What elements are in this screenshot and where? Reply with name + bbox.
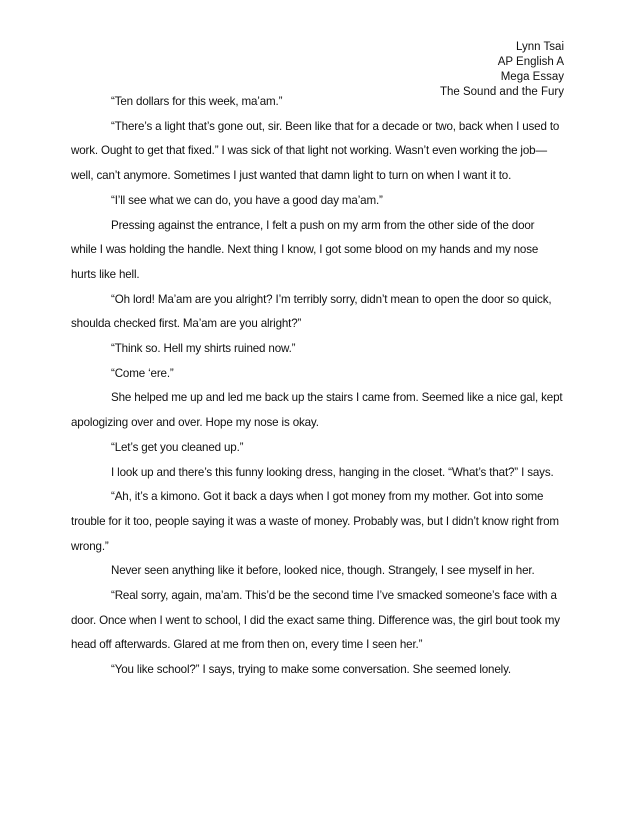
assignment-title: Mega Essay bbox=[500, 71, 564, 83]
essay-body bbox=[71, 90, 563, 683]
paragraph: “Ah, it’s a kimono. Got it back a days when I got money from my mother. Got into some trouble for it too, people saying it was a waste of money. Probably was, but I didn’t know right from wrong.” bbox=[71, 490, 559, 553]
subject-title: The Sound and the Fury bbox=[439, 86, 564, 98]
paragraph: Never seen anything like it before, looked nice, though. Strangely, I see myself in her. bbox=[111, 564, 535, 578]
paragraph: “Oh lord! Ma’am are you alright? I’m terribly sorry, didn’t mean to open the door so quick, shoulda checked first. Ma’am are you alright?” bbox=[71, 292, 552, 331]
paragraph: She helped me up and led me back up the stairs I came from. Seemed like a nice gal, kept apologizing over and over. Hope my nose is okay. bbox=[71, 391, 563, 430]
paragraph: “There’s a light that’s gone out, sir. Been like that for a decade or two, back when I used to work. Ought to get that fixed.” I was sick of that light not working. Wasn’t even working the job—well, can’t anymore. Sometimes I just wanted that damn light to turn on when I want it to. bbox=[71, 119, 560, 183]
paragraph: “You like school?” I says, trying to make some conversation. She seemed lonely. bbox=[111, 663, 511, 677]
paragraph: “Ten dollars for this week, ma’am.” bbox=[111, 95, 283, 108]
paragraph: “Let’s get you cleaned up.” bbox=[111, 440, 244, 454]
course-name: AP English A bbox=[497, 56, 564, 68]
author-name: Lynn Tsai bbox=[516, 41, 564, 53]
paragraph: “Real sorry, again, ma’am. This’d be the second time I’ve smacked someone’s face with a door. Once when I went to school, I did the exact same thing. Difference was, the girl bout took my head off afterwards. Glared at me from then on, every time I seen her.” bbox=[71, 589, 560, 652]
paragraph: I look up and there’s this funny looking dress, hanging in the closet. “What’s that?” I says. bbox=[111, 465, 554, 479]
paragraph: Pressing against the entrance, I felt a push on my arm from the other side of the door while I was holding the handle. Next thing I know, I got some blood on my hands and my nose hurts like hell. bbox=[71, 218, 539, 281]
paragraph: “I’ll see what we can do, you have a good day ma’am.” bbox=[111, 193, 383, 207]
paragraph: “Think so. Hell my shirts ruined now.” bbox=[111, 342, 296, 356]
paragraph: “Come ‘ere.” bbox=[111, 366, 174, 380]
